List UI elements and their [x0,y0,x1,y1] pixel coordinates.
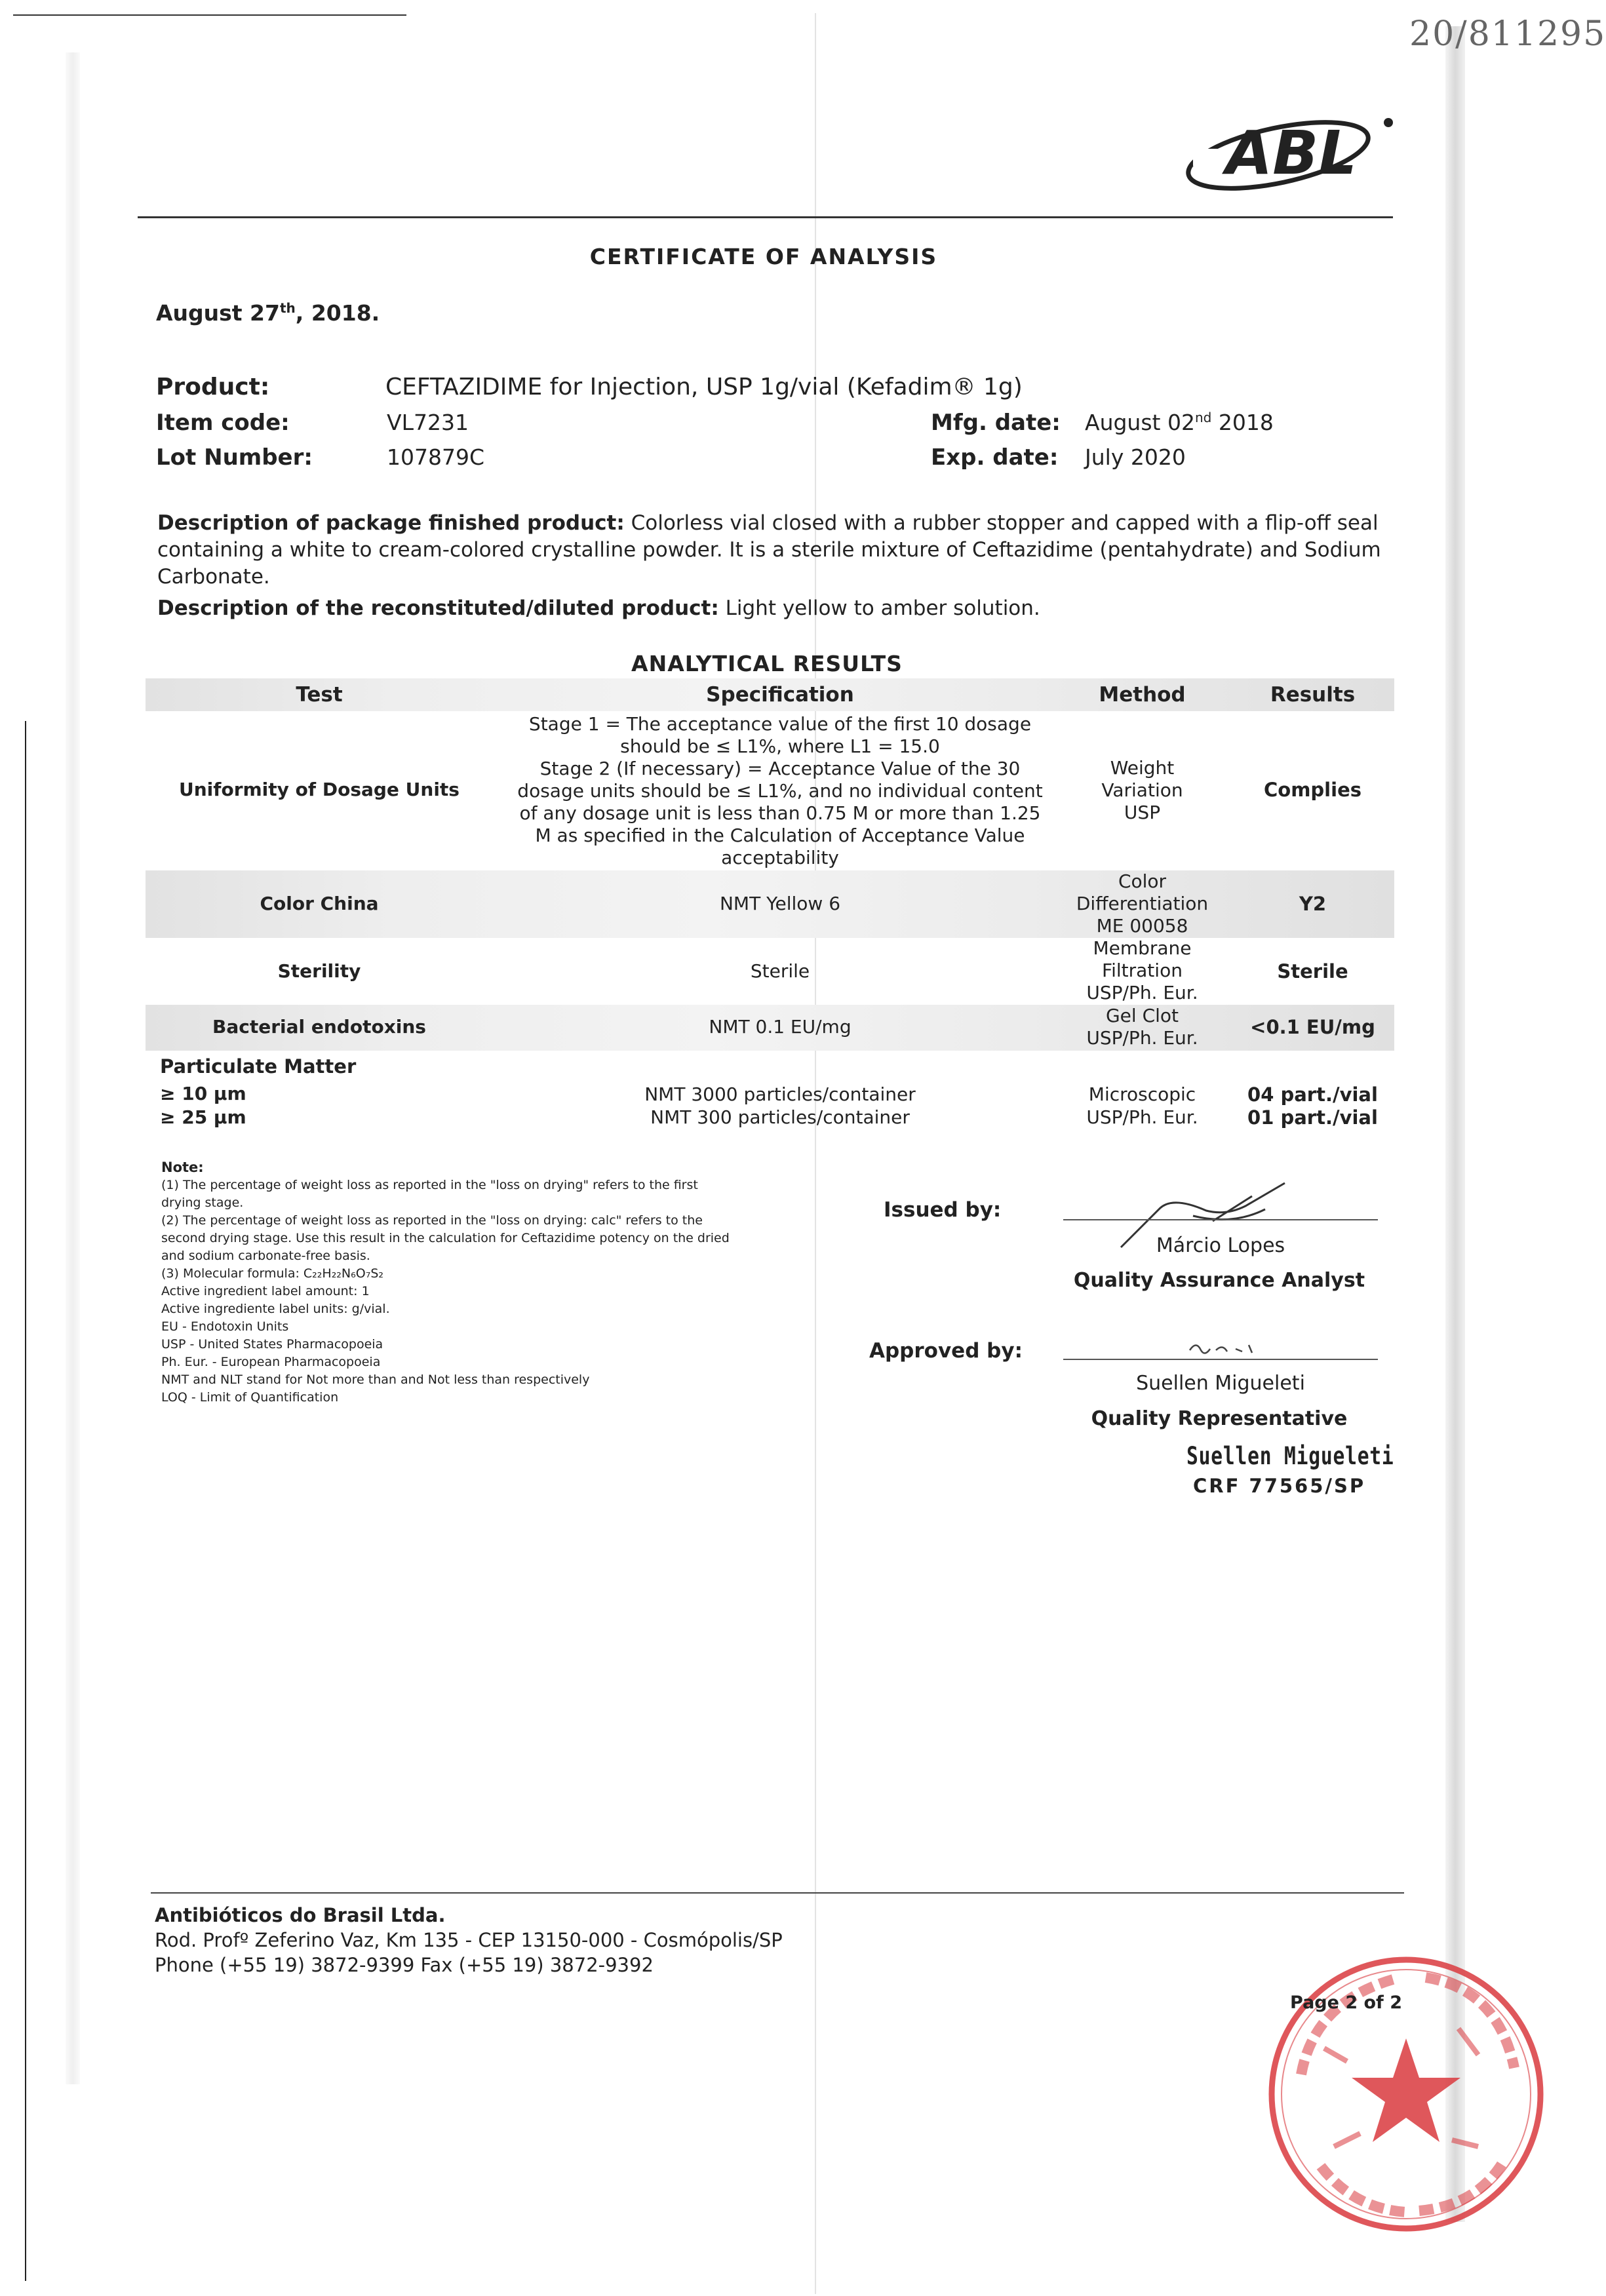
approved-by-label: Approved by: [869,1339,1023,1363]
particulate-10um-result: 04 part./vial [1247,1083,1378,1106]
footer-company: Antibióticos do Brasil Ltda. [155,1904,446,1926]
approved-name: Suellen Migueleti [1136,1372,1305,1395]
exp-date-value: July 2020 [1085,444,1186,470]
header-method: Method [1099,683,1186,707]
footer-rule [151,1892,1404,1894]
note-line: (1) The percentage of weight loss as reported in the "loss on drying" refers to the first [161,1178,698,1192]
package-description: Description of package finished product: Colorless vial closed with a rubber stopper and capped with a flip-off seal containing a white to cream-colored crystalline powder. It is a sterile mixture of Ceftazidime (pentahydrate) and Sodium Carbonate. [157,511,1381,589]
row-endotoxins-result: <0.1 EU/mg [1250,1016,1375,1038]
page-number: Page 2 of 2 [1290,1993,1402,2013]
row-color-test: Color China [260,893,379,914]
scan-top-rule [13,14,406,16]
scan-left-edge [25,721,26,2281]
scan-fold-line [815,13,816,2294]
row-color-method: Color Differentiation ME 00058 [1076,870,1209,937]
note-line: Active ingredient label amount: 1 [161,1284,370,1298]
product-label: Product: [156,374,270,400]
note-line: second drying stage. Use this result in the calculation for Ceftazidime potency on the dried [161,1231,730,1245]
row-uniformity-spec: Stage 1 = The acceptance value of the first 10 dosage should be ≤ L1%, where L1 = 15.0 Stage 2 (If necessary) = Acceptance Value of the 30 dosage units should be ≤ L1%, and no individual content of any dosage unit is less than 0.75 M or more than 1.25 M as specified in the Calculation of Acceptance Value acceptability [517,713,1043,868]
notes-block [161,1159,850,1407]
row-sterility-test: Sterility [277,960,361,982]
issued-by-label: Issued by: [884,1198,1002,1222]
footer-address [155,1903,783,1977]
row-color-spec: NMT Yellow 6 [719,893,841,914]
approver-stamp-crf: CRF 77565/SP [1193,1475,1366,1497]
handwritten-code: 20/811295 [1409,14,1606,54]
row-endotoxins-method: Gel Clot USP/Ph. Eur. [1086,1005,1198,1049]
particulate-method-1: Microscopic [1088,1083,1196,1105]
header-results: Results [1270,683,1356,707]
item-code-label: Item code: [156,410,290,436]
header-rule [138,216,1393,218]
row-endotoxins-test: Bacterial endotoxins [212,1016,426,1038]
mfg-date-value: August 02nd 2018 [1085,410,1274,435]
footer-phone: Phone (+55 19) 3872-9399 Fax (+55 19) 3872-9392 [155,1954,654,1976]
scan-shadow-right [1445,26,1465,2222]
note-line: and sodium carbonate-free basis. [161,1249,370,1263]
row-uniformity-test: Uniformity of Dosage Units [179,779,460,800]
note-line: EU - Endotoxin Units [161,1319,289,1334]
note-line: Ph. Eur. - European Pharmacopoeia [161,1355,381,1369]
footer-street: Rod. Profº Zeferino Vaz, Km 135 - CEP 13150-000 - Cosmópolis/SP [155,1929,783,1951]
approver-stamp-name: Suellen Migueleti [1186,1442,1394,1470]
document-date: August 27th, 2018. [156,300,380,326]
document-title: CERTIFICATE OF ANALYSIS [589,244,938,269]
lot-number-value: 107879C [387,444,485,470]
row-color-result: Y2 [1299,893,1327,915]
note-line: Active ingrediente label units: g/vial. [161,1302,390,1316]
header-specification: Specification [706,683,854,707]
exp-date-label: Exp. date: [931,444,1059,471]
row-endotoxins-spec: NMT 0.1 EU/mg [709,1016,852,1038]
note-line: (3) Molecular formula: C₂₂H₂₂N₆O₇S₂ [161,1266,384,1281]
particulate-25um-result: 01 part./vial [1247,1106,1378,1129]
header-test: Test [296,683,343,707]
row-sterility-result: Sterile [1277,960,1348,983]
note-line: (2) The percentage of weight loss as reported in the "loss on drying: calc" refers to the [161,1213,703,1228]
issued-role: Quality Assurance Analyst [1073,1269,1365,1292]
issued-name: Márcio Lopes [1156,1234,1285,1257]
approved-signature-line [1063,1359,1378,1360]
particulate-label: Particulate Matter [160,1055,357,1078]
particulate-25um-spec: NMT 300 particles/container [650,1106,910,1128]
scan-shadow-left [66,52,80,2084]
particulate-method-2: USP/Ph. Eur. [1086,1106,1198,1128]
issued-signature-line [1063,1219,1378,1220]
lot-number-label: Lot Number: [156,444,313,471]
reconstituted-description: Description of the reconstituted/diluted product: Light yellow to amber solution. [157,596,1040,620]
note-line: drying stage. [161,1196,244,1210]
note-line: NMT and NLT stand for Not more than and Not less than respectively [161,1372,590,1387]
item-code-value: VL7231 [387,410,469,435]
row-uniformity-result: Complies [1264,779,1361,801]
note-line: LOQ - Limit of Quantification [161,1390,339,1405]
approved-signature [1186,1337,1259,1360]
particulate-25um-label: ≥ 25 µm [160,1106,246,1128]
row-uniformity-method: Weight Variation USP [1101,757,1183,823]
notes-heading: Note: [161,1159,204,1175]
results-title: ANALYTICAL RESULTS [631,651,903,676]
particulate-10um-label: ≥ 10 µm [160,1083,246,1104]
approved-role: Quality Representative [1091,1407,1348,1430]
row-sterility-method: Membrane Filtration USP/Ph. Eur. [1086,937,1198,1003]
row-sterility-spec: Sterile [750,960,810,982]
product-value: CEFTAZIDIME for Injection, USP 1g/vial (Kefadim® 1g) [385,374,1023,400]
mfg-date-label: Mfg. date: [931,410,1061,436]
note-line: USP - United States Pharmacopoeia [161,1337,383,1352]
particulate-10um-spec: NMT 3000 particles/container [644,1083,916,1105]
svg-text:ABL: ABL [1226,118,1357,188]
abl-logo [1180,108,1403,196]
